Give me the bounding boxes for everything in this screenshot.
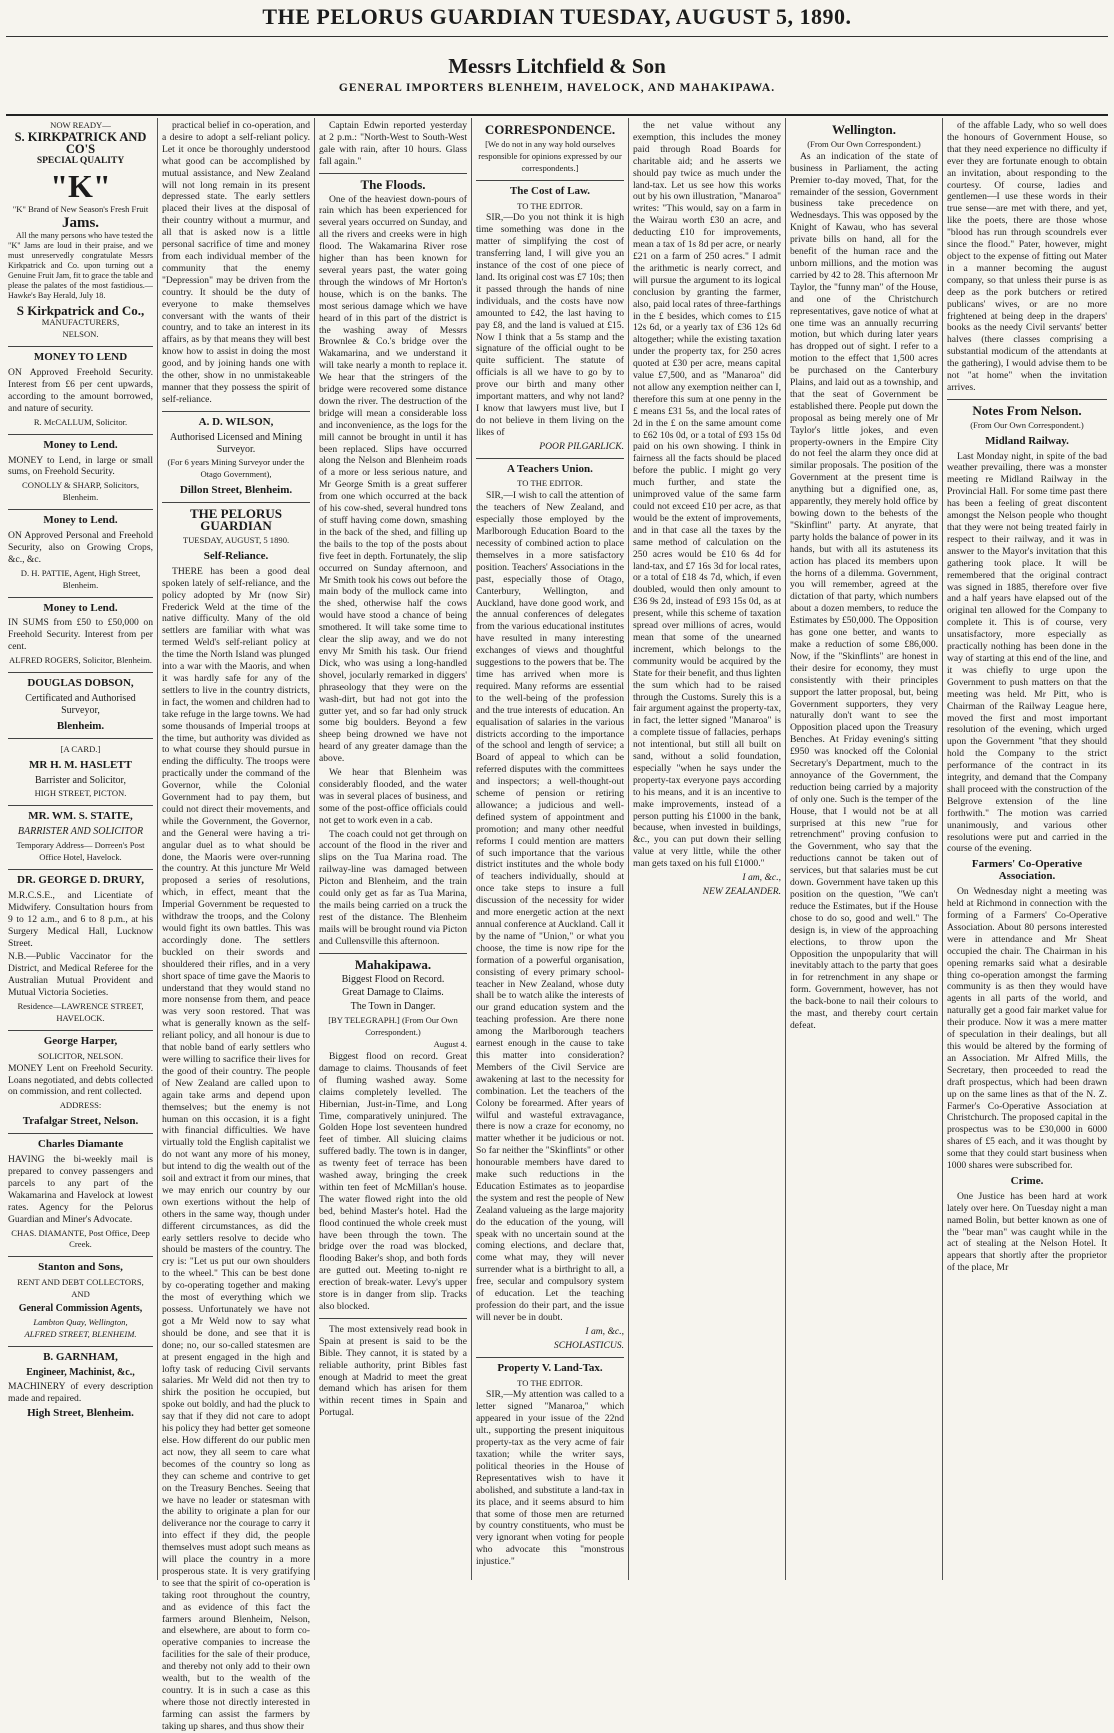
article-title: Wellington. [832, 122, 896, 137]
ad-title: DOUGLAS DOBSON, [27, 677, 134, 690]
ad-text: Engineer, Machinist, &c., [26, 1366, 135, 1378]
ad-title: A. D. WILSON, [198, 415, 274, 428]
letter-signature: I am, &c., [742, 872, 781, 884]
ad-manufacturers: MANUFACTURERS, [41, 317, 120, 328]
money-ad-3 [8, 515, 153, 591]
garnham-ad [8, 1352, 153, 1421]
ad-text: HAVING the bi-weekly mail is prepared to convey passengers and parcels to any part of the Wakamarina and Havelock at lowest rates. Agency for the Pelorus Guardian and Miner's Advocate. [8, 1154, 153, 1225]
letter-title: A Teachers Union. [507, 462, 593, 475]
ad-sig: CHAS. DIAMANTE, Post Office, Deep Creek. [11, 1227, 150, 1250]
ad-text: MACHINERY of every description made and repaired. [8, 1380, 153, 1404]
letter-title: Property V. Land-Tax. [497, 1361, 603, 1374]
masthead: THE PELORUS GUARDIAN TUESDAY, AUGUST 5, 1890. [262, 4, 852, 29]
ad-separator [162, 502, 310, 503]
ad-title: MR H. M. HASLETT [29, 758, 132, 771]
letter-body: SIR,—Do you not think it is high time something was done in the matter of simplifying the cost of transferring land, I will give you an instance of the cost of one piece of land. Its original cost was £7 10s; then it passed through the hands of nine individuals, and the costs have now amounted to £42, the last having to pay £8, and the land is valued at £15. Now I think that a 5s stamp and the signature of the official ought to be quite sufficient. The statute of officials is all we have to go by to prove our birth and many other important matters, and why not land? I know that lawyers must live, but I do not believe in them living on the likes of [476, 212, 624, 438]
ad-jams: Jams. [61, 214, 100, 231]
ad-kicker: ADDRESS: [59, 1100, 102, 1111]
article-body: The coach could not get through on account of the flood in the river and slips on the Tua Marina road. The railway-line was damaged between Picton and Blenheim, and the train could only get as far as Tua Marina, the mails being carried on a truck the rest of the distance. The Blenheim mails will be brought round via Picton and Cullensville this afternoon. [319, 828, 467, 947]
article-continuation: of the affable Lady, who so well does the honours of Government House, so that they need experience no difficulty if ever they are fortunate enough to obtain an invitation, about responding to the courtesy. Of course, ladies and gentlemen—I use these words in their true sense—are met with there, and yet, like the poets, there are those whose "blood has run through scoundrels ever since the flood." Pater, however, might object to the expense of fitting out Mater in a manner becoming the august company, so that unless their purse is as deep as the pork butchers or retired publicans' wives, or are no more frightened at being deep in the drapers' books as the needy Civil servants' better halves (there classes comprising a substantial modicum of the attendants at the gathering), I would advise them to be not "at home" when the invitation arrives. [947, 120, 1107, 393]
ad-brand-line: "K" Brand of New Season's Fresh Fruit [12, 203, 149, 214]
ad-title: Money to Lend. [43, 438, 118, 451]
letter-signature: SCHOLASTICUS. [553, 1339, 624, 1351]
ad-separator [8, 1346, 153, 1347]
letter-title: The Cost of Law. [509, 184, 591, 197]
ad-text: (For 6 years Mining Surveyor under the Otago Government), [167, 457, 305, 480]
ad-kicker: [A CARD.] [60, 743, 101, 754]
dobson-ad [8, 678, 153, 733]
article-body: On Wednesday night a meeting was held at Richmond in connection with the forming of a Farmers' Co-Operative Association. About 80 persons interested were in attendance and Mr Sheat occupied the chair. The Chairman in his opening remarks said what a desirable thing co-operation amongst the farming community is as then they would have agents in all parts of the world, and naturally get a good fair market value for their produce. Now it was a mere matter of speculation in their dealings, but all this would be altered by the forming of an Association. Mr Alfred Mills, the Secretary, then proceeded to read the draft prospectus, which had been drawn up on the same lines as that of the N. Z. Farmer's Co-Operative Association at Christchurch. The proposed capital in the prospectus was to be £30,000 in 6000 shares of £5 each, and it was thought by some that they could start business when 1000 shares were subscribed for. [947, 886, 1107, 1172]
ad-separator [8, 672, 153, 673]
weather-report: Captain Edwin reported yesterday at 2 p.m.: "North-West to South-West gale with rain, after 10 hours. Glass fall again." [319, 120, 467, 167]
letter-salutation: TO THE EDITOR. [517, 1377, 583, 1388]
ad-kicker: NOW READY— [50, 120, 111, 130]
ad-separator [8, 509, 153, 510]
ad-place: High Street, Blenheim. [27, 1407, 134, 1420]
column-ads [8, 120, 153, 1580]
ad-title: DR. GEORGE D. DRURY, [17, 873, 144, 886]
ad-firm-2: S Kirkpatrick and Co., [16, 303, 145, 319]
ad-blurb: All the many persons who have tested the "K" Jams are loud in their praise, and we must unreservedly congratulate Messrs Kirkpatrick and Co. upon turning out a Genuine Fruit Jam, fit to grace the table and please the palates of the most fastidious.—Hawke's Bay Herald, July 18. [8, 231, 153, 301]
column-wellington [790, 120, 938, 1580]
section-title: CORRESPONDENCE. [484, 122, 616, 137]
column-rule [471, 118, 472, 1580]
column-rule [785, 118, 786, 1580]
ad-separator [8, 597, 153, 598]
ad-sig: R. McCALLUM, Solicitor. [33, 416, 128, 427]
section-note: [We do not in any way hold ourselves responsible for opinions expressed by our correspondents.] [478, 138, 622, 173]
article-body: THERE has been a good deal spoken lately of self-reliance, and the policy adopted by Mr (now Sir) Frederick Weld at the time of the native difficulty. Many of the old settlers are familiar with what was termed Weld's self-reliant policy at the time the North Island was plunged into a war with the Maoris, and when it was hardly safe for any of the settlers to live in the country districts, in fact, the women and children had to take refuge in the large towns. We had some thousands of Imperial troops at the time, but authority was divided as to what course they should pursue in ending the difficulty. The troops were practically under the command of the Governor, while the Colonial Government had to pay them, but could not direct their movements, and while the Government, the Governor, and the General were having a tri-angular duel as to what should be done, the Maoris were over-running the country. At this juncture Mr Weld proposed a series of resolutions, which, in effect, meant that the Imperial Government be requested to withdraw the troops, and the Colony would fight its own battles. This was accordingly done. The settlers buckled on their swords and shouldered their rifles, and in a very short space of time gave the Maoris to understand that they would stand no more nonsense from them, and peace was very soon restored. That was what is generally known as the self-reliant policy, and all honour is due to that noble band of early settlers who were willing to sacrifice their lives for the good of their country. The people of New Zealand are called upon to again take arms and depend upon themselves; but the enemy is not human on this occasion, it is a fight with financial difficulties. We have virtually told the English capitalist we do not want any more of his money, but intend to dig the wealth out of the soil and extract it from our mines, that we may enrich our country by our own exertions without the help of others in the same way, though under different circumstances, as did the early settlers resolve to decide who should be masters of the country. The cry is: "Let us put our own shoulders to the wheel." This can be best done by co-operating together and making the most of everything which we possess. Unfortunately we have not got a Mr Weld now to say what should be done, and see that it is done; no, our so-called statesmen are at present engaged in the high and lofty task of reducing Civil servants salaries. Mr Weld did not then try to shirk the position he occupied, but spoke out boldly, and had the pluck to say that if they did not care to adopt his policy they had better get someone else. How different do our public men act now, they all seem to care what becomes of the country so long as they can scheme and contrive to get on the Treasury Benches. Seeing that we have no leader or statesman with the ability to originate a plan for our deliverance nor the courage to carry it into effect if they did, the people themselves must adopt such means as will place the country in a more prosperous state. It is very gratifying to see that the spirit of co-operation is taking root throughout the country, and as evidence of this fact the farmers around Blenheim, Nelson, and elsewhere, are about to form co-operative companies to increase the facilities for the sale of their produce, and thereby not only add to their own wealth, but to the wealth of the country. It is in such a case as this where those not directly interested in farming can assist the farmers by taking up shares, and thus show their [162, 565, 310, 1732]
ad-separator [162, 411, 310, 412]
letter-body: the net value without any exemption, this includes the money paid through Road Boards for charitable aid; and he asserts we should pay twice as much under the land-tax. Let us see how this works out by his own illustration, "Manaroa" writes: "This would, say on a farm in the Wairau worth £30 an acre, and deducting £10 for improvements, mean a tax of 1s 8d per acre, or nearly £21 on a farm of 250 acres." I admit the arithmetic is nearly correct, and will pursue the argument to its logical conclusion by granting the farmer, also, paid local rates of three-farthings in the £ besides, which comes to £15 12s 6d, or a yearly tax of £36 12s 6d altogether; while the existing taxation under the property tax, for 250 acres quoted at £30 per acre, means capital value £7,500, and as "Manaroa" did not allow any exemption neither can I, therefore this sum at one penny in the £ means £31 5s, and the local rates of 2d in the £ on the same amount come to £62 10s 0d, or a total of £93 15s 0d paid on his own showing. I think in fairness all the facts should be placed before the public. I might go very much further, and state the unimproved value of the same farm could not exceed £10 per acre, as that would be the extent of improvements, and in that case all the taxes by the same method of calculation on the 250 acres would be £10 6s 4d for land-tax, and £7 16s 3d for local rates, or a total of £18 4s 7d, which, if even doubled, would then only amount to £36 9s 2d, instead of £93 15s 0d, as at present, while this scheme of taxation spread over millions of acres, would mean that some of the unearned increment, which belongs to the community would be acquired by the State for their benefit, and thus lighten the sum which had to be raised through the Customs. Surely this is a fair argument against the property-tax, in fact, the letter signed "Manaroa" is a complete tissue of fallacies, perhaps not intentional, but still all built on sand, without a solid foundation, especially "when he says under the property-tax everyone pays according to his means, and it is an incentive to make improvements, instead of a person putting his £1000 in the bank, because, when invested in buildings, &c., you can put down their selling value at very little, while the other man gets taxed on his full £1000." [633, 120, 781, 870]
masthead-rule [6, 36, 1108, 37]
ad-text: ON Approved Personal and Freehold Security, also on Growing Crops, &c., &c. [8, 530, 153, 565]
ad-special: SPECIAL QUALITY [36, 155, 125, 166]
ad-text: BARRISTER AND SOLICITOR [17, 826, 144, 838]
article-body: As an indication of the state of business in Parliament, the acting Premier to-day moved, That, for the remainder of the session, Government business take precedence on Wednesdays. This was opposed by the Knight of Kawau, who has several private bills on hand, all for the benefit of the human race and the unborn millions, and the motion was carried by 42 to 28. This afternoon Mr Taylor, the "funny man" of the House, and one of the Christchurch representatives, gave notice of what at one time was an annually recurring motion, but which during later years has dropped out of sight. I refer to a motion to the effect that 1,500 acres be purchased on the Canterbury Plains, and laid out as a township, and that the seat of Government be established there. People put down the proposal as being merely one of Mr Taylor's little jokes, and even property-owners in the Empire City do not feel the alarm they once did at similar proposals. The position of the Government at the present time is anything but a dignified one, as, apparently, they merely hold office by bowing down to the behests of the "Skinflint" party. At anyrate, that party holds the balance of power in its hands, but with all its astuteness its action has placed its members upon the horns of a dilemma. Government, you will remember, agreed at the dictation of that party, which numbers about a dozen members, to reduce the Estimates by £50,000. The Opposition has gone one better, and wants to make a reduction of some £86,000. Now, if the "Skinflints" are honest in their desire for economy, they must consistently with their principles support the latter proposal, but, being Government supporters, they very naturally don't want to see the Opposition placed upon the Treasury Benches. At Friday evening's sitting £950 was knocked off the Colonial Secretary's Department, much to the annoyance of the Government, the reduction being carried by a majority of only one. Such is the temper of the House, that I would not be at all surprised at this new "rue for retrenchment" proving confusion to the Government, who say that the reductions cannot be taken out of services, but that salaries must be cut down. Government have taken up this position on the question, "We can't reduce the Estimates, but if the House chose to do so, good and well." The design is, in view of the approaching elections, to throw upon the Opposition the unpopularity that will inevitably attach to the party that goes in for retrenchment in any shape or form. Government, however, has not the back-bone to nail their colours to the mast, and thereby court certain defeat. [790, 150, 938, 1031]
ad-title: Charles Diamante [37, 1138, 124, 1151]
letter-body: SIR,—I wish to call the attention of the teachers of New Zealand, and especially those employed by the Marlborough Education Board to the necessity of combined action to place themselves in a more satisfactory position. Teachers' Associations in the past, especially those of Otago, Canterbury, Wellington, and Auckland, have done good work, and the annual conferences of delegates from the various educational institutes have resulted in many interesting exchanges of views and thoughtful suggestions to the powers that be. The time has arrived when more is required. Many reforms are essential to the well-being of the profession and the true interests of education. An equalisation of salaries in the various districts according to the importance of the school and length of service; a Board of appeal to which can be referred disputes with the committees and inspectors; a well-thought-out scheme of pension or retiring allowance; a judicious and well-defined system of appointment and promotion; and many other needful reforms I could mention are matters of such importance that the various district institutes and the whole body of teachers individually, should at once take steps to insure a full discussion of the necessity for wider and more energetic action at the next annual conference at Auckland. Call it by the name of "Union," or what you choose, the time is now ripe for the formation of a powerful organisation, consisting of every primary school-teacher in New Zealand, whose duty shall be to watch alike the interests of our grand education system and the teaching profession. Are there none among the Marlborough teachers earnest enough in the cause to take this matter into consideration? Members of the Civil Service are awakening at last to the necessity for combination. Let the teachers of the Colony be forearmed. After years of wilful and wasteful extravagance, there is now a craze for economy, no matter whether it be judicious or not. So far neither the "Skinflints" or other honourable members have dared to make such reductions in the Education Estimates as to jeopardise the system and rest the people of New Zealand valueing as the large majority do the education of the young, will speak with no uncertain sound at the coming elections, and declare that, come what may, they will never surrender what is a birthright to all, a free, secular and compulsory system of education. Let the teaching profession do their part, and the issue will never be in doubt. [476, 490, 624, 1323]
article-date: August 4. [433, 1039, 467, 1050]
stanton-ad [8, 1262, 153, 1340]
ad-place: Trafalgar Street, Nelson. [22, 1115, 139, 1128]
column-editorial [162, 120, 310, 1732]
top-ad-firm: Messrs Litchfield & Son [448, 54, 666, 78]
ad-title: George Harper, [43, 1034, 118, 1047]
section-separator [476, 458, 624, 459]
article-subtitle: Biggest Flood on Record. [341, 973, 445, 985]
article-byline: (From Our Own Correspondent.) [807, 138, 921, 149]
article-body: Biggest flood on record. Great damage to claims. Thousands of feet of fluming washed away. Some claims completely levelled. The Hibernian, Just-in-Time, and Long Time, comparatively uninjured. The Golden Hope lost seventeen hundred feet of timber. All sluicing claims suffered badly. The town is in danger, as twenty feet of terrace has been washed away, bringing the creek within ten feet of McMillan's house. The water flowed right into the old bed, behind Master's hotel. Had the flood continued the whole creek must have been through the town. The bridge over the road was blocked, flooding Baker's shop, and both fords are gutted out. Meeting to-night re erection of break-water. Levy's upper store is in danger from slip. Tracks also blocked. [319, 1050, 467, 1312]
ad-place: Dillon Street, Blenheim. [179, 484, 293, 497]
ad-text: Barrister and Solicitor, [35, 774, 126, 786]
ad-separator [8, 1133, 153, 1134]
column-rule [157, 118, 158, 1580]
ad-sig: ALFRED ROGERS, Solicitor, Blenheim. [9, 655, 152, 666]
section-separator [476, 1357, 624, 1358]
drury-ad [8, 875, 153, 1025]
ad-text: Authorised Licensed and Mining Surveyor. [170, 431, 302, 455]
ad-text: ON Approved Freehold Security. Interest from £6 per cent upwards, according to the amount borrowed, and nature of security. [8, 367, 153, 414]
article-title: The Floods. [360, 176, 426, 192]
top-ad-line: GENERAL IMPORTERS BLENHEIM, HAVELOCK, AND MAHAKIPAWA. [338, 82, 776, 94]
article-subtitle: Great Damage to Claims. [342, 987, 444, 999]
ad-title: Stanton and Sons, [38, 1261, 123, 1274]
ad-text: Certificated and Authorised Surveyor, [25, 693, 136, 716]
ad-k-brand: "K" [50, 167, 111, 204]
ad-separator [8, 805, 153, 806]
article-body: Last Monday night, in spite of the bad weather prevailing, there was a monster meeting re Midland Railway in the Provincial Hall. For some time past there has been a feeling of great discontent amongst the Nelson people who thought that they were not being treated fairly in respect to their railway, and it was in answer to the Mayor's invitation that this gathering took place. It will be remembered that the original contract was signed in 1885, therefore over five and a half years have elapsed out of the original ten allowed for the Company to complete it. This is of course, very unsatisfactory, more especially as practically nothing has been done in the way of starting at this end of the line, and it was chiefly to urge upon the Government to push matters on that the meeting was held. Mr Pitt, who is Chairman of the Railway League here, moved the first and most important resolution of the evening, which urged upon the Government "that they should hold the Company to the strict performance of the contract in its integrity, and demand that the Company shall proceed with the construction of the Belgrove extension of the line forthwith." The motion was carried unanimously, and various other resolutions were put and carried in the course of the evening. [947, 450, 1107, 855]
ad-text: RENT AND DEBT COLLECTORS, [17, 1277, 144, 1288]
column-rule [314, 118, 315, 1580]
paper-date: TUESDAY, AUGUST, 5 1890. [182, 535, 290, 545]
ad-place: Lambton Quay, Wellington, [33, 1316, 128, 1327]
ad-place: ALFRED STREET, BLENHEIM. [24, 1328, 137, 1339]
haslett-ad [8, 744, 153, 801]
article-title: Notes From Nelson. [972, 402, 1082, 418]
letter-body: SIR,—My attention was called to a letter signed "Manaroa," which appeared in your issue of the 22nd ult., supporting the present iniquitous property-tax as the very acme of fair taxation; while the writer says, political theories in the House of Representatives wish to have it abolished, and substitute a land-tax in its place, and it seems absurd to him that some of those men are returned by country constituents, who must be very ignorant when voting for people who advocate this "monstrous injustice." [476, 1389, 624, 1568]
column-rule [628, 118, 629, 1580]
article-continuation: practical belief in co-operation, and a desire to adopt a self-reliant policy. Let it once be thoroughly understood what good can be accomplished by mutual assistance, and New Zealand will not long remain in its present depressed state. The early settlers placed their lives at the disposal of their country without a murmur, and all that is asked now is a little personal sacrifice of time and money from each individual member of the community that the enemy "Depression" may be driven from the country. It should be the duty of everyone to make themselves conversant with the wants of their country, and to take an interest in its affairs, as by that means they will best know how to assist in doing the most good, and by joining hands one with the other, show in no unmistakeable manner that they possess the spirit of self-reliance. [162, 120, 310, 405]
article-title: Self-Reliance. [203, 549, 269, 562]
article-body: We hear that Blenheim was considerably flooded, and the water was in several places of business, and some of the post-office officials could not get to work even in a cab. [319, 767, 467, 826]
article-body: One Justice has been hard at work lately over here. On Tuesday night a man named Bolin, but better known as one of the "bear man" was caught while in the act of stealing at the Nelson Hotel. It appears that shortly after the proprietor of the place, Mr [947, 1190, 1107, 1274]
staite-ad [8, 811, 153, 864]
ad-separator [8, 434, 153, 435]
letter-signature: POOR PILGARLICK. [539, 440, 624, 452]
ad-separator [8, 869, 153, 870]
ad-place: Temporary Address— Dorreen's Post Office Hotel, Havelock. [16, 840, 145, 863]
money-ad-1 [8, 352, 153, 428]
ad-title: MONEY TO LEND [33, 351, 128, 364]
ad-sig: CONOLLY & SHARP, Solicitors, Blenheim. [22, 480, 139, 503]
ad-title: Money to Lend. [43, 514, 118, 527]
column-rule [942, 118, 943, 1580]
ad-separator [8, 1030, 153, 1031]
ad-place: HIGH STREET, PICTON. [34, 788, 127, 799]
harper-ad [8, 1036, 153, 1128]
column-letter-cont [633, 120, 781, 1580]
ad-separator [8, 346, 153, 347]
ad-text: N.B.—Public Vaccinator for the District, and Medical Referee for the Australian Mutual Provident and Mutual Victoria Societies. [8, 951, 153, 999]
section-separator [319, 173, 467, 174]
article-subtitle: Crime. [1010, 1174, 1044, 1187]
article-title: Mahakipawa. [354, 956, 432, 972]
column-news [319, 120, 467, 1580]
article-body: One of the heaviest down-pours of rain which has been experienced for several years occurred on Sunday, and all the rivers and creeks were in high flood. The Wakamarina River rose higher than has been known for several years past, the water going through the windows of Mr Horton's house, which is on the banks. The most serious damage which we have heard of in this part of the district is the washing away of Messrs Brownlee & Co.'s bridge over the Wakamarina, and we understand it will take nearly a month to replace it. We hear that the stringers of the bridge were recovered some distance down the river. The destruction of the bridge will mean a considerable loss and inconvenience, as the logs for the mill cannot be brought in until it has been replaced. Slips have occurred along the Nelson and Blenheim roads of a more or less serious nature, and Mr George Smith is a great sufferer from one which occurred at the back of his cow-shed, several hundred tons of stuff having come down, smashing in the back of the shed, and filling up the bails to the top of the posts about five feet in depth. Fortunately, the slip occurred on Sunday afternoon, and Mr Smith took his cows out before the main body of the mullock came into the shed, otherwise half the cows would have stood a chance of being smothered. It will take some time to clear the slip away, and we do not envy Mr Smith his task. Our friend Dick, who was using a long-handled shovel, jocularly remarked in diggers' phraseology that they were on the wash-dirt, but had not got into the gutter yet, and so far had only struck some big boulders. Beyond a few sheep being drowned we have not heard of any greater damage than the above. [319, 193, 467, 765]
ad-text: AND [71, 1289, 90, 1300]
top-ad-rule [6, 114, 1108, 116]
ad-place: Blenheim. [56, 719, 105, 732]
letter-salutation: TO THE EDITOR. [517, 478, 583, 489]
money-ad-4 [8, 603, 153, 668]
ad-text: General Commission Agents, [18, 1303, 143, 1315]
ad-separator [8, 1256, 153, 1257]
article-subtitle: Farmers' Co-Operative Association. [971, 858, 1083, 883]
ad-firm: S. KIRKPATRICK AND CO'S [14, 129, 147, 156]
section-separator [319, 953, 467, 954]
news-item: The most extensively read book in Spain at present is said to be the Bible. They cannot, it is stated by a reliable authority, print Bibles fast enough at Madrid to meet the great demand which has arisen for them within recent times in Spain and Portugal. [319, 1323, 467, 1419]
ad-text: SOLICITOR, NELSON. [37, 1050, 124, 1061]
ad-text: IN SUMS from £50 to £50,000 on Freehold Security. Interest from per cent. [8, 617, 153, 653]
ad-separator [8, 738, 153, 739]
ad-title: B. GARNHAM, [43, 1350, 118, 1363]
article-subtitle: The Town in Danger. [350, 1001, 436, 1013]
kirkpatrick-ad [8, 120, 153, 341]
article-byline: (From Our Own Correspondent.) [970, 419, 1084, 430]
column-correspondence [476, 120, 624, 1580]
ad-sig: D. H. PATTIE, Agent, High Street, Blenheim. [20, 567, 141, 590]
column-nelson [947, 120, 1107, 1580]
letter-signature: I am, &c., [585, 1325, 624, 1337]
letter-signature: NEW ZEALANDER. [702, 886, 781, 897]
article-byline: [BY TELEGRAPH.] (From Our Own Correspondent.) [328, 1015, 458, 1038]
paper-nameplate: THE PELORUS GUARDIAN [189, 506, 283, 534]
ad-text: MONEY Lent on Freehold Security. Loans negotiated, and debts collected on commission, and rent collected. [8, 1062, 153, 1098]
wilson-ad [162, 417, 310, 497]
section-separator [476, 180, 624, 181]
section-separator [319, 1318, 467, 1319]
ad-title: MR. WM. S. STAITE, [28, 810, 133, 823]
section-separator [947, 399, 1107, 400]
ad-place: NELSON. [62, 329, 99, 340]
ad-text: MONEY to Lend, in large or small sums, on Freehold Security. [8, 454, 153, 478]
ad-place: Residence—LAWRENCE STREET, HAVELOCK. [17, 1001, 144, 1023]
ad-title: Money to Lend. [43, 601, 118, 614]
money-ad-2 [8, 440, 153, 505]
letter-salutation: TO THE EDITOR. [517, 200, 583, 211]
article-subtitle: Midland Railway. [985, 434, 1069, 447]
diamante-ad [8, 1139, 153, 1251]
ad-text: M.R.C.S.E., and Licentiate of Midwifery. Consultation hours from 9 to 12 a.m., and 6 to 8 p.m., at his Surgery Medical Hall, Lucknow Street. [8, 889, 153, 949]
